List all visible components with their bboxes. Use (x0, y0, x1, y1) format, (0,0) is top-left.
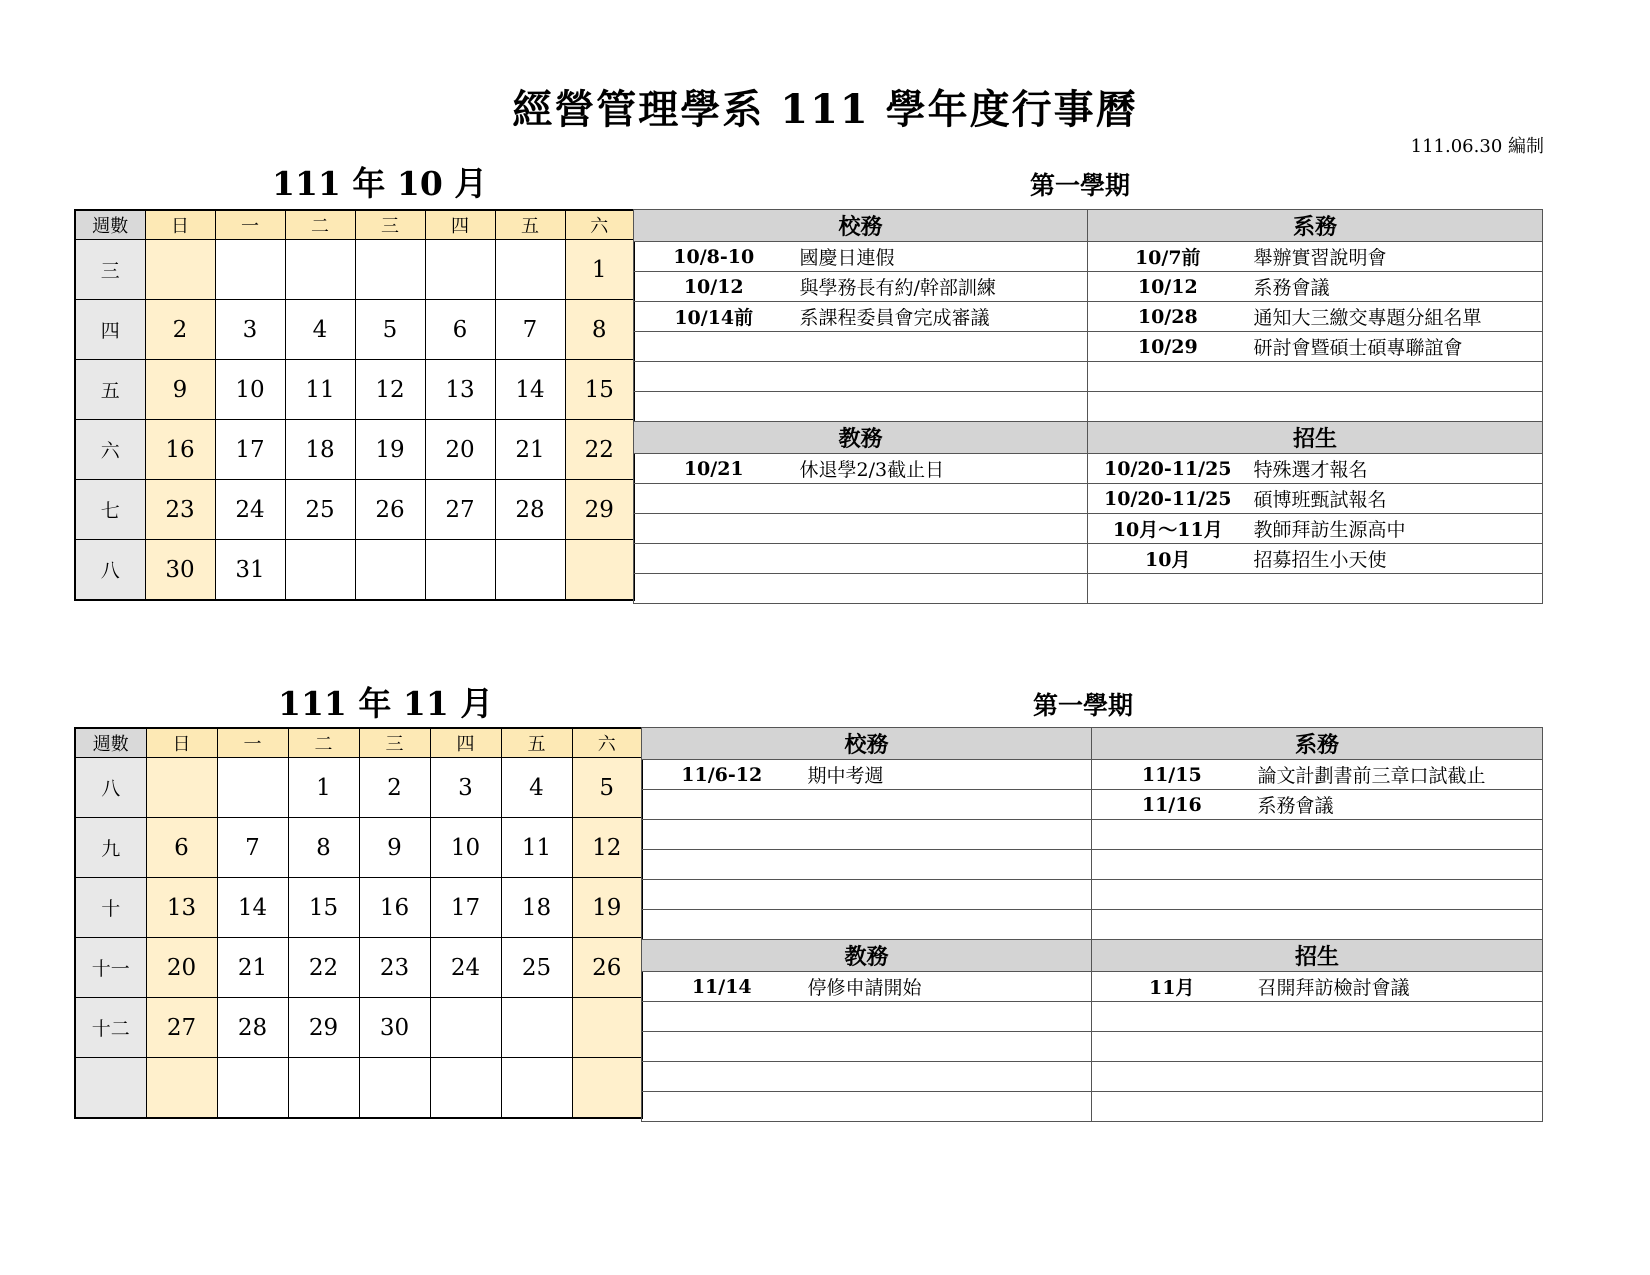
calendar-november (74, 727, 643, 1119)
event-date (1088, 392, 1248, 422)
event-date: 11/16 (1092, 790, 1252, 820)
day-cell: 16 (359, 878, 430, 938)
event-text: 招募招生小天使 (1248, 544, 1543, 574)
day-cell (572, 1058, 642, 1119)
day-cell: 27 (146, 998, 217, 1058)
event-date (642, 1092, 802, 1122)
event-date (642, 850, 802, 880)
week-number: 七 (75, 480, 145, 540)
header-wed: 三 (355, 210, 425, 240)
day-cell: 20 (425, 420, 495, 480)
day-cell (565, 540, 634, 601)
day-cell: 22 (565, 420, 634, 480)
week-number: 十一 (75, 938, 146, 998)
event-date (1088, 362, 1248, 392)
day-cell (217, 1058, 288, 1119)
day-cell: 19 (572, 878, 642, 938)
day-cell: 3 (215, 300, 285, 360)
event-text (802, 820, 1092, 850)
event-text (794, 484, 1088, 514)
day-cell: 22 (288, 938, 359, 998)
day-cell: 6 (425, 300, 495, 360)
event-date: 11月 (1092, 972, 1252, 1002)
day-cell (501, 998, 572, 1058)
section-header-row (634, 210, 1543, 242)
event-text (802, 880, 1092, 910)
section-header-dept: 系務 (1092, 728, 1543, 760)
day-cell: 27 (425, 480, 495, 540)
day-cell: 21 (217, 938, 288, 998)
event-date: 10/20-11/25 (1088, 454, 1248, 484)
day-cell (285, 540, 355, 601)
day-cell (495, 240, 565, 300)
day-cell: 19 (355, 420, 425, 480)
event-row (634, 362, 1543, 392)
day-cell: 16 (145, 420, 215, 480)
header-sun: 日 (146, 728, 217, 758)
week-row (75, 360, 634, 420)
event-row (634, 242, 1543, 272)
month-title-november: 111 年 11 月 (278, 684, 494, 723)
event-date (634, 574, 794, 604)
header-week: 週數 (75, 728, 146, 758)
event-text (802, 1092, 1092, 1122)
day-cell: 26 (355, 480, 425, 540)
header-fri: 五 (501, 728, 572, 758)
event-text (794, 574, 1088, 604)
day-cell (215, 240, 285, 300)
event-text (1248, 574, 1543, 604)
section-header-row (642, 728, 1543, 760)
day-cell: 23 (145, 480, 215, 540)
day-cell: 30 (359, 998, 430, 1058)
event-text: 與學務長有約/幹部訓練 (794, 272, 1088, 302)
event-date (634, 544, 794, 574)
day-cell: 15 (565, 360, 634, 420)
section-header-academic: 教務 (642, 940, 1092, 972)
event-row (634, 302, 1543, 332)
document-title: 經營管理學系 111 學年度行事曆 (512, 86, 1138, 133)
event-text (1252, 880, 1543, 910)
day-cell: 23 (359, 938, 430, 998)
term-title-november: 第一學期 (1033, 691, 1134, 720)
header-thu: 四 (425, 210, 495, 240)
event-row (642, 972, 1543, 1002)
event-date (1092, 1092, 1252, 1122)
event-text (1252, 1032, 1543, 1062)
events-october (633, 209, 1543, 604)
day-cell: 12 (572, 818, 642, 878)
event-date: 11/6-12 (642, 760, 802, 790)
event-row (642, 880, 1543, 910)
day-cell (285, 240, 355, 300)
event-row (634, 514, 1543, 544)
event-text: 期中考週 (802, 760, 1092, 790)
day-cell: 29 (288, 998, 359, 1058)
day-cell (217, 758, 288, 818)
event-date (642, 1062, 802, 1092)
week-row (75, 480, 634, 540)
day-cell (430, 1058, 501, 1119)
event-date (634, 332, 794, 362)
weekday-header (75, 210, 634, 240)
week-number: 十 (75, 878, 146, 938)
day-cell: 25 (285, 480, 355, 540)
event-date (634, 484, 794, 514)
event-row (634, 272, 1543, 302)
event-text: 特殊選才報名 (1248, 454, 1543, 484)
event-text (802, 1062, 1092, 1092)
event-date (642, 1032, 802, 1062)
day-cell: 13 (146, 878, 217, 938)
event-text: 研討會暨碩士碩專聯誼會 (1248, 332, 1543, 362)
event-date (642, 790, 802, 820)
day-cell: 20 (146, 938, 217, 998)
week-number: 六 (75, 420, 145, 480)
event-date (1092, 1002, 1252, 1032)
event-text (794, 332, 1088, 362)
day-cell: 10 (215, 360, 285, 420)
day-cell: 10 (430, 818, 501, 878)
event-row (634, 544, 1543, 574)
day-cell: 12 (355, 360, 425, 420)
day-cell: 11 (501, 818, 572, 878)
event-row (642, 1092, 1543, 1122)
day-cell (572, 998, 642, 1058)
day-cell: 18 (285, 420, 355, 480)
week-row (75, 878, 642, 938)
event-row (634, 332, 1543, 362)
event-text: 教師拜訪生源高中 (1248, 514, 1543, 544)
header-tue: 二 (285, 210, 355, 240)
day-cell: 2 (359, 758, 430, 818)
week-number: 三 (75, 240, 145, 300)
event-text: 通知大三繳交專題分組名單 (1248, 302, 1543, 332)
event-date (1088, 574, 1248, 604)
week-number: 五 (75, 360, 145, 420)
week-number: 十二 (75, 998, 146, 1058)
event-row (642, 1002, 1543, 1032)
event-date (642, 1002, 802, 1032)
day-cell: 4 (285, 300, 355, 360)
event-date (634, 514, 794, 544)
term-title-october: 第一學期 (1030, 171, 1131, 200)
event-date: 10/20-11/25 (1088, 484, 1248, 514)
day-cell: 21 (495, 420, 565, 480)
day-cell (495, 540, 565, 601)
event-text (802, 1002, 1092, 1032)
event-date (1092, 1032, 1252, 1062)
event-text: 舉辦實習說明會 (1248, 242, 1543, 272)
event-row (642, 790, 1543, 820)
day-cell (425, 240, 495, 300)
day-cell: 3 (430, 758, 501, 818)
event-text (1248, 362, 1543, 392)
month-title-october: 111 年 10 月 (272, 164, 488, 203)
event-text: 休退學2/3截止日 (794, 454, 1088, 484)
event-text: 召開拜訪檢討會議 (1252, 972, 1543, 1002)
event-text (794, 392, 1088, 422)
event-date: 10/14前 (634, 302, 794, 332)
week-row (75, 300, 634, 360)
section-header-school: 校務 (642, 728, 1092, 760)
day-cell: 7 (495, 300, 565, 360)
event-date: 10/12 (634, 272, 794, 302)
header-sun: 日 (145, 210, 215, 240)
day-cell: 1 (288, 758, 359, 818)
event-text: 系務會議 (1252, 790, 1543, 820)
event-date: 10/8-10 (634, 242, 794, 272)
event-text (794, 362, 1088, 392)
events-november (641, 727, 1543, 1122)
event-date (634, 392, 794, 422)
event-text (1252, 1002, 1543, 1032)
day-cell: 5 (355, 300, 425, 360)
header-tue: 二 (288, 728, 359, 758)
week-number: 四 (75, 300, 145, 360)
day-cell: 11 (285, 360, 355, 420)
day-cell (145, 240, 215, 300)
section-header-dept: 系務 (1088, 210, 1543, 242)
event-date: 10/29 (1088, 332, 1248, 362)
day-cell: 4 (501, 758, 572, 818)
section-header-admission: 招生 (1092, 940, 1543, 972)
day-cell (146, 1058, 217, 1119)
header-fri: 五 (495, 210, 565, 240)
week-number (75, 1058, 146, 1119)
day-cell: 17 (430, 878, 501, 938)
day-cell: 2 (145, 300, 215, 360)
day-cell: 8 (565, 300, 634, 360)
event-row (634, 574, 1543, 604)
calendar-october (74, 209, 635, 601)
day-cell: 9 (359, 818, 430, 878)
day-cell (430, 998, 501, 1058)
event-text (1252, 1092, 1543, 1122)
day-cell: 18 (501, 878, 572, 938)
event-date: 10月 (1088, 544, 1248, 574)
day-cell: 8 (288, 818, 359, 878)
day-cell: 30 (145, 540, 215, 601)
event-date (1092, 850, 1252, 880)
event-row (634, 454, 1543, 484)
header-sat: 六 (572, 728, 642, 758)
event-text: 碩博班甄試報名 (1248, 484, 1543, 514)
event-text (802, 850, 1092, 880)
event-date: 10月～11月 (1088, 514, 1248, 544)
event-text: 系課程委員會完成審議 (794, 302, 1088, 332)
day-cell (146, 758, 217, 818)
event-row (642, 1032, 1543, 1062)
header-thu: 四 (430, 728, 501, 758)
event-text (794, 514, 1088, 544)
day-cell: 6 (146, 818, 217, 878)
week-row (75, 998, 642, 1058)
event-date: 10/28 (1088, 302, 1248, 332)
week-row (75, 818, 642, 878)
event-text (1252, 850, 1543, 880)
day-cell (501, 1058, 572, 1119)
event-date: 10/21 (634, 454, 794, 484)
week-row (75, 540, 634, 601)
event-date (1092, 820, 1252, 850)
section-header-admission: 招生 (1088, 422, 1543, 454)
section-header-row (642, 940, 1543, 972)
event-date: 11/14 (642, 972, 802, 1002)
event-row (634, 392, 1543, 422)
day-cell: 7 (217, 818, 288, 878)
day-cell: 1 (565, 240, 634, 300)
event-date (1092, 1062, 1252, 1092)
header-week: 週數 (75, 210, 145, 240)
header-wed: 三 (359, 728, 430, 758)
day-cell: 28 (495, 480, 565, 540)
day-cell: 24 (430, 938, 501, 998)
header-sat: 六 (565, 210, 634, 240)
event-text (1252, 1062, 1543, 1092)
day-cell: 13 (425, 360, 495, 420)
event-text (1248, 392, 1543, 422)
day-cell: 26 (572, 938, 642, 998)
event-row (642, 820, 1543, 850)
day-cell: 9 (145, 360, 215, 420)
event-row (642, 1062, 1543, 1092)
day-cell: 17 (215, 420, 285, 480)
section-header-academic: 教務 (634, 422, 1088, 454)
event-text: 國慶日連假 (794, 242, 1088, 272)
day-cell (359, 1058, 430, 1119)
edited-date: 111.06.30 編制 (1410, 136, 1544, 157)
event-text: 停修申請開始 (802, 972, 1092, 1002)
day-cell (288, 1058, 359, 1119)
week-number: 八 (75, 540, 145, 601)
event-text (802, 1032, 1092, 1062)
event-date (642, 910, 802, 940)
event-date: 11/15 (1092, 760, 1252, 790)
event-text (1252, 910, 1543, 940)
section-header-row (634, 422, 1543, 454)
week-row (75, 1058, 642, 1119)
day-cell (355, 540, 425, 601)
week-row (75, 938, 642, 998)
event-date (1092, 880, 1252, 910)
event-date (1092, 910, 1252, 940)
weekday-header (75, 728, 642, 758)
week-number: 九 (75, 818, 146, 878)
header-mon: 一 (217, 728, 288, 758)
event-row (634, 484, 1543, 514)
event-text (794, 544, 1088, 574)
day-cell: 14 (495, 360, 565, 420)
event-text (802, 790, 1092, 820)
event-date: 10/12 (1088, 272, 1248, 302)
day-cell: 25 (501, 938, 572, 998)
week-row (75, 420, 634, 480)
day-cell (355, 240, 425, 300)
event-row (642, 760, 1543, 790)
header-mon: 一 (215, 210, 285, 240)
event-date (642, 820, 802, 850)
week-row (75, 240, 634, 300)
event-row (642, 910, 1543, 940)
event-text: 論文計劃書前三章口試截止 (1252, 760, 1543, 790)
day-cell: 5 (572, 758, 642, 818)
event-text: 系務會議 (1248, 272, 1543, 302)
event-row (642, 850, 1543, 880)
event-text (1252, 820, 1543, 850)
event-date (634, 362, 794, 392)
event-date: 10/7前 (1088, 242, 1248, 272)
day-cell: 24 (215, 480, 285, 540)
day-cell: 31 (215, 540, 285, 601)
section-header-school: 校務 (634, 210, 1088, 242)
day-cell: 28 (217, 998, 288, 1058)
event-date (642, 880, 802, 910)
day-cell: 14 (217, 878, 288, 938)
event-text (802, 910, 1092, 940)
day-cell (425, 540, 495, 601)
week-row (75, 758, 642, 818)
day-cell: 15 (288, 878, 359, 938)
day-cell: 29 (565, 480, 634, 540)
week-number: 八 (75, 758, 146, 818)
